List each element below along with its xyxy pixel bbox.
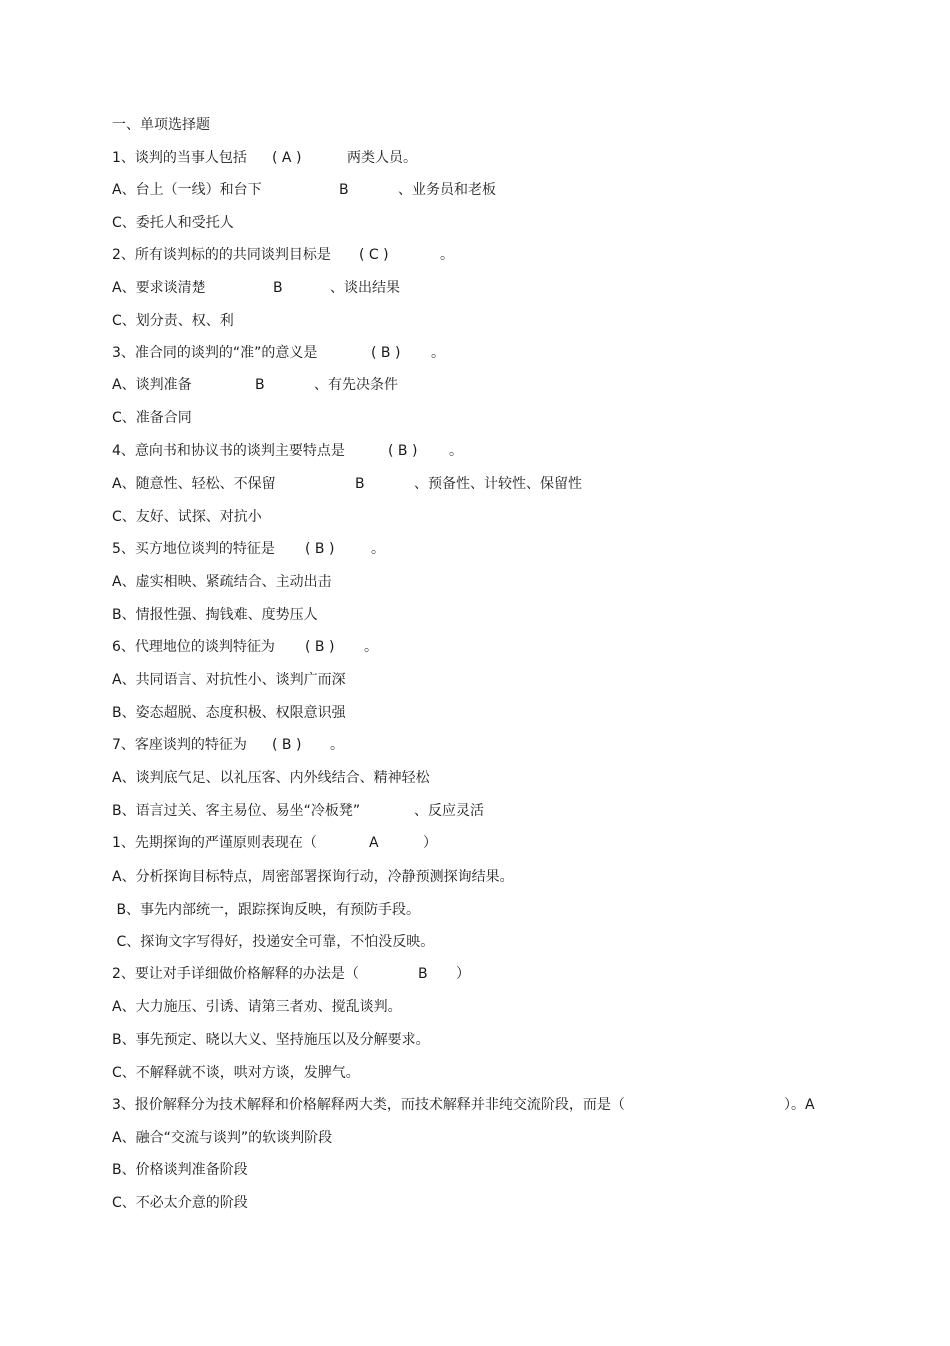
option-text: B、事先预定、晓以大义、坚持施压以及分解要求。 xyxy=(112,1032,430,1048)
question-text-tail: 。 xyxy=(364,639,378,655)
option-text-tail: 、业务员和老板 xyxy=(398,182,496,198)
option-text: B、事先内部统一，跟踪探询反映，有预防手段。 xyxy=(112,902,421,918)
question-text-tail: ）。A xyxy=(784,1097,815,1113)
option-text: B、语言过关、客主易位、易坐“冷板凳” xyxy=(112,803,361,819)
option-text-tail: 、谈出结果 xyxy=(330,280,400,296)
answer-blank: ( B ) xyxy=(388,443,418,459)
option-text: C、准备合同 xyxy=(112,410,192,426)
option-text: C、不必太介意的阶段 xyxy=(112,1195,248,1211)
question-text-tail: 。 xyxy=(449,443,463,459)
option-text: A、融合“交流与谈判”的软谈判阶段 xyxy=(112,1130,333,1146)
option-text: A、谈判底气足、以礼压客、内外线结合、精神轻松 xyxy=(112,770,430,786)
option-text-tail: 、有先决条件 xyxy=(314,377,398,393)
answer-blank: ( B ) xyxy=(272,737,302,753)
option-text: B、情报性强、掏钱难、度势压人 xyxy=(112,607,318,623)
answer-blank: ( B ) xyxy=(305,541,335,557)
option-text: A、共同语言、对抗性小、谈判广而深 xyxy=(112,672,346,688)
question-text-tail: 。 xyxy=(431,345,445,361)
question-text: 3、报价解释分为技术解释和价格解释两大类，而技术解释并非纯交流阶段，而是（ xyxy=(112,1097,625,1113)
option-text-tail: 、预备性、计较性、保留性 xyxy=(414,476,582,492)
question-text: 7、客座谈判的特征为 xyxy=(112,737,247,753)
answer-blank: ( C ) xyxy=(359,247,389,263)
option-text: C、探询文字写得好，投递安全可靠，不怕没反映。 xyxy=(112,934,435,950)
answer-blank: ( B ) xyxy=(305,639,335,655)
option-line xyxy=(112,1194,248,1248)
question-text-tail: 。 xyxy=(440,247,454,263)
question-text: 3、准合同的谈判的“准”的意义是 xyxy=(112,345,318,361)
answer-blank: ( B ) xyxy=(371,345,401,361)
section-title-text: 一、单项选择题 xyxy=(112,117,210,133)
question-text: 6、代理地位的谈判特征为 xyxy=(112,639,275,655)
option-text: B、姿态超脱、态度积极、权限意识强 xyxy=(112,705,346,721)
question-text-tail: ） xyxy=(456,966,470,982)
option-text: C、友好、试探、对抗小 xyxy=(112,509,262,525)
question-text-tail: 。 xyxy=(371,541,385,557)
question-text-tail: ） xyxy=(423,835,437,851)
option-letter: B xyxy=(339,182,349,198)
question-text: 2、要让对手详细做价格解释的办法是（ xyxy=(112,966,359,982)
option-text: A、台上（一线）和台下 xyxy=(112,182,262,198)
answer-blank: ( A ) xyxy=(272,150,302,166)
question-text-tail: 。 xyxy=(330,737,344,753)
option-text: C、不解释就不谈，哄对方谈，发脾气。 xyxy=(112,1065,360,1081)
option-text: A、随意性、轻松、不保留 xyxy=(112,476,276,492)
question-text-tail: 两类人员。 xyxy=(347,150,417,166)
question-text: 1、先期探询的严谨原则表现在（ xyxy=(112,835,317,851)
option-text: A、虚实相映、紧疏结合、主动出击 xyxy=(112,574,332,590)
option-text: C、划分责、权、利 xyxy=(112,313,234,329)
option-text-tail: 、反应灵活 xyxy=(414,803,484,819)
option-text: A、要求谈清楚 xyxy=(112,280,206,296)
question-text: 1、谈判的当事人包括 xyxy=(112,150,247,166)
question-text: 2、所有谈判标的的共同谈判目标是 xyxy=(112,247,331,263)
option-text: C、委托人和受托人 xyxy=(112,215,234,231)
question-text: 5、买方地位谈判的特征是 xyxy=(112,541,275,557)
question-text: 4、意向书和协议书的谈判主要特点是 xyxy=(112,443,345,459)
option-text: B、价格谈判准备阶段 xyxy=(112,1162,248,1178)
option-text: A、谈判准备 xyxy=(112,377,192,393)
answer-letter: B xyxy=(418,966,428,982)
option-text: A、大力施压、引诱、请第三者劝、搅乱谈判。 xyxy=(112,999,402,1015)
option-letter: B xyxy=(273,280,283,296)
answer-letter: A xyxy=(369,835,379,851)
option-text: A、分析探询目标特点，周密部署探询行动，冷静预测探询结果。 xyxy=(112,869,514,885)
option-letter: B xyxy=(255,377,265,393)
option-letter: B xyxy=(355,476,365,492)
